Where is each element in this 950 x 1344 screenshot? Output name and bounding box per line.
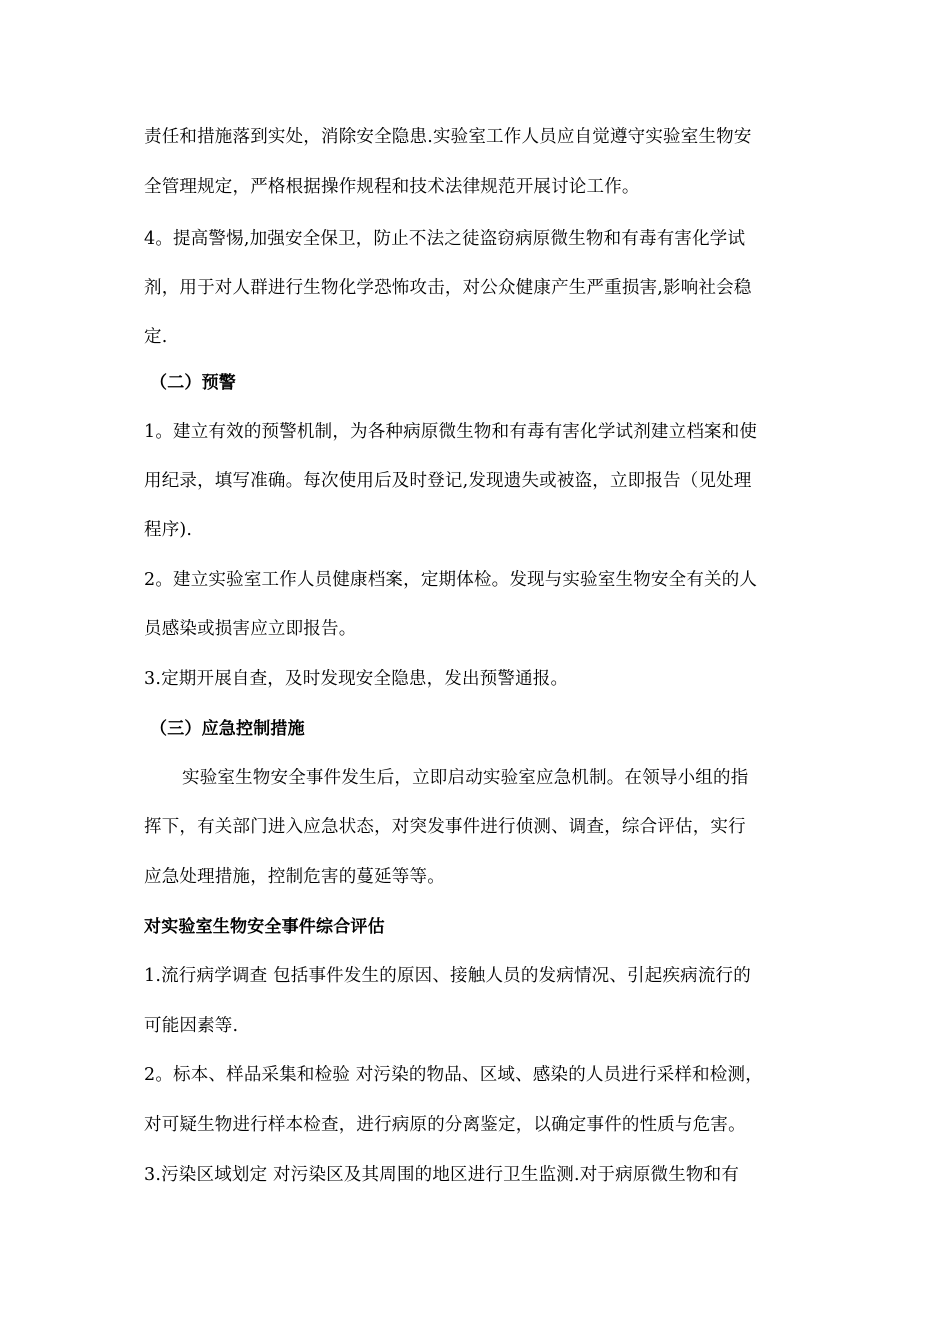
paragraph-first-line: 实验室生物安全事件发生后，立即启动实验室应急机制。在领导小组的指: [182, 768, 749, 788]
list-item-text: 1。建立有效的预警机制，为各种病原微生物和有毒有害化学试剂建立档案和使: [144, 422, 758, 442]
list-item-text: 4。提高警惕,加强安全保卫，防止不法之徒盗窃病原微生物和有毒有害化学试: [144, 229, 746, 249]
body-text-line: 责任和措施落到实处，消除安全隐患.实验室工作人员应自觉遵守实验室生物安: [144, 127, 752, 147]
body-text-line: 挥下，有关部门进入应急状态，对突发事件进行侦测、调查，综合评估，实行: [144, 817, 746, 837]
body-text-line: 定.: [144, 327, 168, 347]
body-text-line: 对可疑生物进行样本检查，进行病原的分离鉴定，以确定事件的性质与危害。: [144, 1115, 746, 1135]
subsection-heading: 对实验室生物安全事件综合评估: [144, 917, 385, 937]
list-item-text: 2。建立实验室工作人员健康档案，定期体检。发现与实验室生物安全有关的人: [144, 570, 758, 590]
body-text-line: 剂，用于对人群进行生物化学恐怖攻击，对公众健康产生严重损害,影响社会稳: [144, 278, 752, 298]
section-heading: （三）应急控制措施: [150, 719, 305, 739]
section-heading: （二）预警: [150, 373, 236, 393]
body-text-line: 程序).: [144, 520, 193, 540]
list-item-text: 2。标本、样品采集和检验 对污染的物品、区域、感染的人员进行采样和检测，: [144, 1065, 763, 1085]
list-item-text: 3.定期开展自查，及时发现安全隐患，发出预警通报。: [144, 669, 569, 689]
list-item-text: 3.污染区域划定 对污染区及其周围的地区进行卫生监测.对于病原微生物和有: [144, 1165, 740, 1185]
body-text-line: 可能因素等.: [144, 1016, 239, 1036]
body-text-line: 用纪录，填写准确。每次使用后及时登记,发现遗失或被盗，立即报告（见处理: [144, 471, 752, 491]
body-text-line: 全管理规定，严格根据操作规程和技术法律规范开展讨论工作。: [144, 177, 640, 197]
body-text-line: 员感染或损害应立即报告。: [144, 619, 357, 639]
list-item-text: 1.流行病学调查 包括事件发生的原因、接触人员的发病情况、引起疾病流行的: [144, 966, 751, 986]
body-text-line: 应急处理措施，控制危害的蔓延等等。: [144, 867, 445, 887]
